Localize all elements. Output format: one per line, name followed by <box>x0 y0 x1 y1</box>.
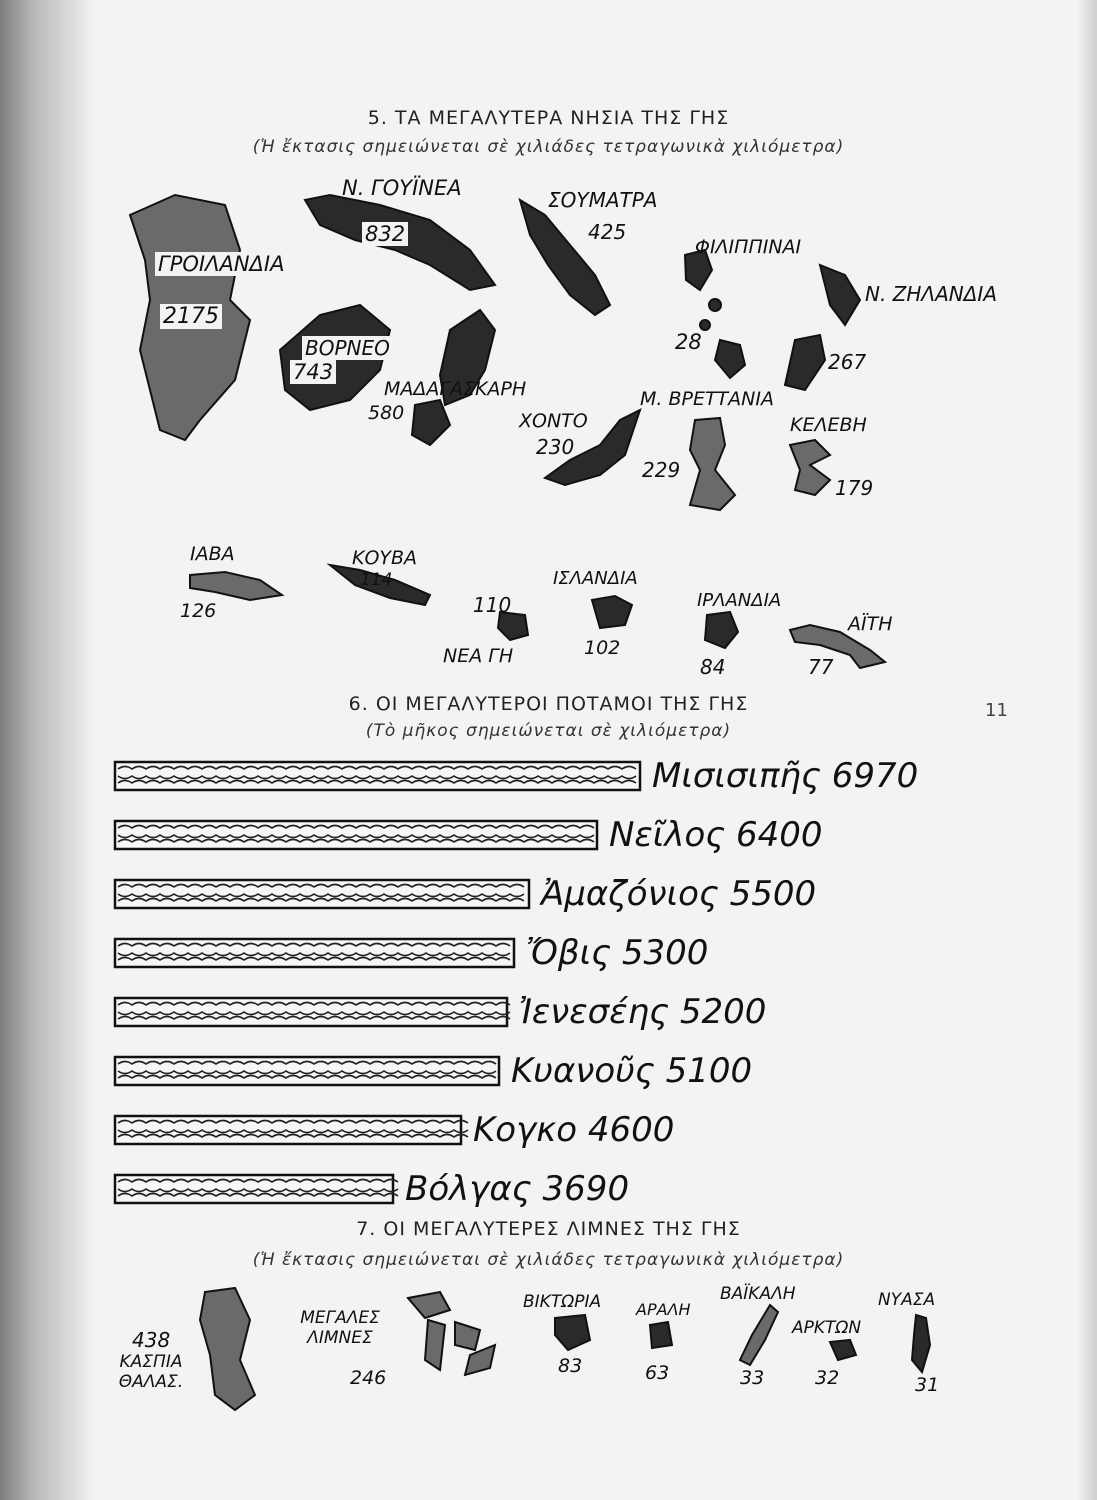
island-label-new-zealand: Ν. ΖΗΛΑΝΔΙΑ <box>865 282 998 306</box>
lake-shape-aral <box>650 1322 672 1348</box>
lake-shape-great-lakes-3 <box>455 1322 480 1350</box>
island-value-iceland: 102 <box>584 637 621 659</box>
island-value-great-britain: 229 <box>642 458 681 482</box>
lake-value-caspian: 438 <box>132 1328 171 1352</box>
lake-label-victoria: ΒΙΚΤΩΡΙΑ <box>523 1292 602 1312</box>
island-value-new-guinea: 832 <box>362 222 408 246</box>
island-value-new-zealand: 267 <box>828 350 867 374</box>
lakes-title: 7. ΟΙ ΜΕΓΑΛΥΤΕΡΕΣ ΛΙΜΝΕΣ ΤΗΣ ΓΗΣ <box>356 1218 741 1240</box>
lake-label-great-lakes: ΜΕΓΑΛΕΣ ΛΙΜΝΕΣ <box>300 1308 380 1349</box>
island-value-haiti: 77 <box>808 655 834 679</box>
island-value-greenland: 2175 <box>160 304 222 329</box>
lake-value-victoria: 83 <box>558 1355 583 1377</box>
island-label-cuba: ΚΟΥΒΑ <box>352 547 418 569</box>
island-value-ireland: 84 <box>700 655 726 679</box>
lake-value-aral: 63 <box>645 1362 670 1384</box>
page-number: 11 <box>985 700 1008 721</box>
island-value-madagascar: 580 <box>368 402 405 424</box>
islands-title: 5. ΤΑ ΜΕΓΑΛΥΤΕΡΑ ΝΗΣΙΑ ΤΗΣ ΓΗΣ <box>367 107 730 129</box>
lake-shape-bear <box>830 1340 856 1360</box>
island-value-philippines: 28 <box>675 330 702 354</box>
lake-shape-great-lakes-1 <box>408 1292 450 1318</box>
lakes-subtitle: (Ἡ ἔκτασις σημειώνεται σὲ χιλιάδες τετραγωνικὰ χιλιόμετρα) <box>252 1250 845 1270</box>
island-value-cuba: 114 <box>360 570 393 590</box>
island-label-newfoundland: ΝΕΑ ΓΗ <box>443 645 514 667</box>
lake-value-great-lakes: 246 <box>350 1367 387 1389</box>
lake-shape-victoria <box>555 1315 590 1350</box>
island-label-celebes: ΚΕΛΕΒΗ <box>790 414 867 436</box>
island-label-iceland: ΙΣΛΑΝΔΙΑ <box>553 568 638 589</box>
island-value-newfoundland: 110 <box>473 593 512 617</box>
island-label-greenland: ΓΡΟΙΛΑΝΔΙΑ <box>155 252 287 276</box>
river-label: Κυανοῦς 5100 <box>511 1051 753 1091</box>
lake-label-caspian: ΚΑΣΠΙΑ ΘΑΛΑΣ. <box>118 1352 184 1393</box>
island-label-java: ΙΑΒΑ <box>190 543 235 565</box>
river-label: Ἰενεσέης 5200 <box>519 992 767 1032</box>
lake-value-bear: 32 <box>815 1367 840 1389</box>
island-label-honshu: ΧΟΝΤΟ <box>519 410 588 432</box>
island-value-celebes: 179 <box>835 476 874 500</box>
lake-label-nyasa: ΝΥΑΣΑ <box>878 1290 936 1310</box>
lake-label-baikal: ΒΑΪΚΑΛΗ <box>720 1284 796 1304</box>
island-value-honshu: 230 <box>536 435 575 459</box>
island-label-philippines: ΦΙΛΙΠΠΙΝΑΙ <box>695 236 802 258</box>
island-label-madagascar: ΜΑΔΑΓΑΣΚΑΡΗ <box>384 378 527 400</box>
island-value-java: 126 <box>180 600 217 622</box>
island-label-new-guinea: Ν. ΓΟΥΪΝΕΑ <box>342 176 462 200</box>
river-label: Ἀμαζόνιος 5500 <box>541 874 817 914</box>
river-label: Νεῖλος 6400 <box>609 815 823 855</box>
islands-subtitle: (Ἡ ἔκτασις σημειώνεται σὲ χιλιάδες τετραγωνικὰ χιλιόμετρα) <box>252 137 845 157</box>
river-label: Βόλγας 3690 <box>405 1169 630 1209</box>
rivers-subtitle: (Τὸ μῆκος σημειώνεται σὲ χιλιόμετρα) <box>365 721 732 741</box>
island-label-borneo: ΒΟΡΝΕΟ <box>302 336 393 360</box>
lake-shape-baikal <box>740 1305 778 1365</box>
lake-value-baikal: 33 <box>740 1367 765 1389</box>
rivers-title: 6. ΟΙ ΜΕΓΑΛΥΤΕΡΟΙ ΠΟΤΑΜΟΙ ΤΗΣ ΓΗΣ <box>348 693 749 715</box>
island-label-ireland: ΙΡΛΑΝΔΙΑ <box>697 590 782 611</box>
river-label: Κογκο 4600 <box>473 1110 675 1150</box>
lake-label-aral: ΑΡΑΛΗ <box>636 1300 691 1319</box>
island-label-great-britain: Μ. ΒΡΕΤΤΑΝΙΑ <box>640 388 774 410</box>
lake-shape-nyasa <box>912 1315 930 1372</box>
river-label: Μισισιπῆς 6970 <box>652 756 919 796</box>
island-value-borneo: 743 <box>290 360 336 384</box>
lake-shape-caspian <box>200 1288 255 1410</box>
island-label-sumatra: ΣΟΥΜΑΤΡΑ <box>548 188 658 212</box>
river-label: Ὄβις 5300 <box>526 933 709 973</box>
island-value-sumatra: 425 <box>588 220 627 244</box>
island-label-haiti: ΑΪΤΗ <box>848 613 893 635</box>
lake-shape-great-lakes-2 <box>425 1320 445 1370</box>
lake-label-bear: ΑΡΚΤΩΝ <box>792 1318 862 1338</box>
lake-value-nyasa: 31 <box>915 1374 940 1396</box>
